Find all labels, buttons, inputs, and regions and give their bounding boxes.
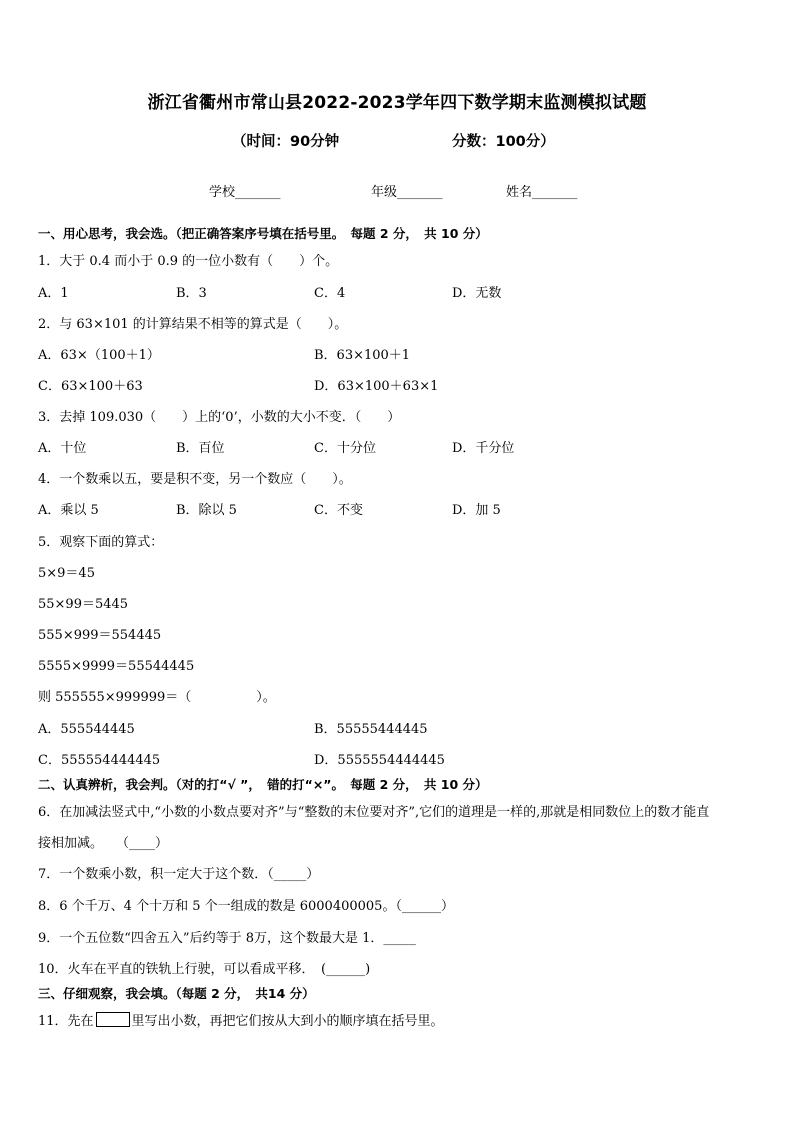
exam-time: （时间：90分钟 [232,134,340,150]
question-8: 8．6 个千万、4 个十万和 5 个一组成的数是 6000400005。（______） [38,899,454,914]
q2-option-d[interactable]: D．63×100＋63×1 [314,379,439,394]
section-heading-judge: 二、认真辨析，我会判。（对的打“√ ”， 错的打“×”。 每题 2 分， 共 10 分） [38,777,488,792]
q4-option-b[interactable]: B．除以 5 [176,503,237,518]
question-5: 5．观察下面的算式： [38,535,164,550]
question-6-line-2: 接相加减。 （____） [38,836,169,851]
school-field[interactable]: 学校_______ [209,185,281,200]
q2-option-a[interactable]: A．63×（100＋1） [38,348,160,363]
q3-option-a[interactable]: A．十位 [38,441,87,456]
q4-option-d[interactable]: D．加 5 [452,503,501,518]
q1-option-c[interactable]: C．4 [314,286,346,301]
q2-option-b[interactable]: B．63×100＋1 [314,348,411,363]
q5-equation-3: 555×999＝554445 [38,628,162,643]
q3-option-b[interactable]: B．百位 [176,441,225,456]
q4-option-c[interactable]: C．不变 [314,503,363,518]
exam-score: 分数：100分） [452,134,555,150]
question-11 [38,1010,444,1029]
question-6-line-1: 6．在加减法竖式中,“小数的小数点要对齐”与“整数的末位要对齐”,它们的道理是一样的,那就是相同数位上的数才能直 [38,805,710,820]
name-field[interactable]: 姓名_______ [506,185,578,200]
q1-option-a[interactable]: A．1 [38,286,69,301]
q5-question: 则 555555×999999＝（ ）。 [38,690,276,705]
question-4: 4．一个数乘以五，要是积不变，另一个数应（ ）。 [38,472,352,487]
question-2: 2．与 63×101 的计算结果不相等的算式是（ ）。 [38,317,348,332]
grade-field[interactable]: 年级_______ [371,185,443,200]
question-10: 10．火车在平直的铁轨上行驶，可以看成平移． (______) [38,962,371,977]
q1-option-b[interactable]: B．3 [176,286,207,301]
question-7: 7．一个数乘小数，积一定大于这个数．（_____） [38,867,320,882]
q3-option-c[interactable]: C．十分位 [314,441,376,456]
q1-option-d[interactable]: D．无数 [452,286,502,301]
q11-text-end: 里写出小数，再把它们按从大到小的顺序填在括号里。 [131,1014,444,1029]
page-title: 浙江省衢州市常山县2022-2023学年四下数学期末监测模拟试题 [147,93,647,113]
q11-text-start: 11．先在 [38,1014,94,1029]
q5-option-d[interactable]: D．5555554444445 [314,753,445,768]
q3-option-d[interactable]: D．千分位 [452,441,515,456]
q2-option-c[interactable]: C．63×100＋63 [38,379,143,394]
q5-equation-2: 55×99＝5445 [38,597,129,612]
question-1: 1．大于 0.4 而小于 0.9 的一位小数有（ ）个。 [38,254,339,269]
question-9: 9．一个五位数“四舍五入”后约等于 8万，这个数最大是 1．_____ [38,931,416,946]
section-heading-fill: 三、仔细观察，我会填。（每题 2 分， 共14 分） [38,986,315,1001]
q5-equation-4: 5555×9999＝55544445 [38,659,195,674]
answer-box[interactable] [96,1012,130,1027]
q5-option-a[interactable]: A．555544445 [38,722,135,737]
q5-option-b[interactable]: B．55555444445 [314,722,428,737]
section-heading-choice: 一、用心思考，我会选。（把正确答案序号填在括号里。 每题 2 分， 共 10 分） [38,226,488,241]
q5-option-c[interactable]: C．555554444445 [38,753,161,768]
q4-option-a[interactable]: A．乘以 5 [38,503,99,518]
question-3: 3．去掉 109.030（ ）上的‘0’，小数的大小不变．（ ） [38,410,401,425]
q5-equation-1: 5×9＝45 [38,566,95,581]
